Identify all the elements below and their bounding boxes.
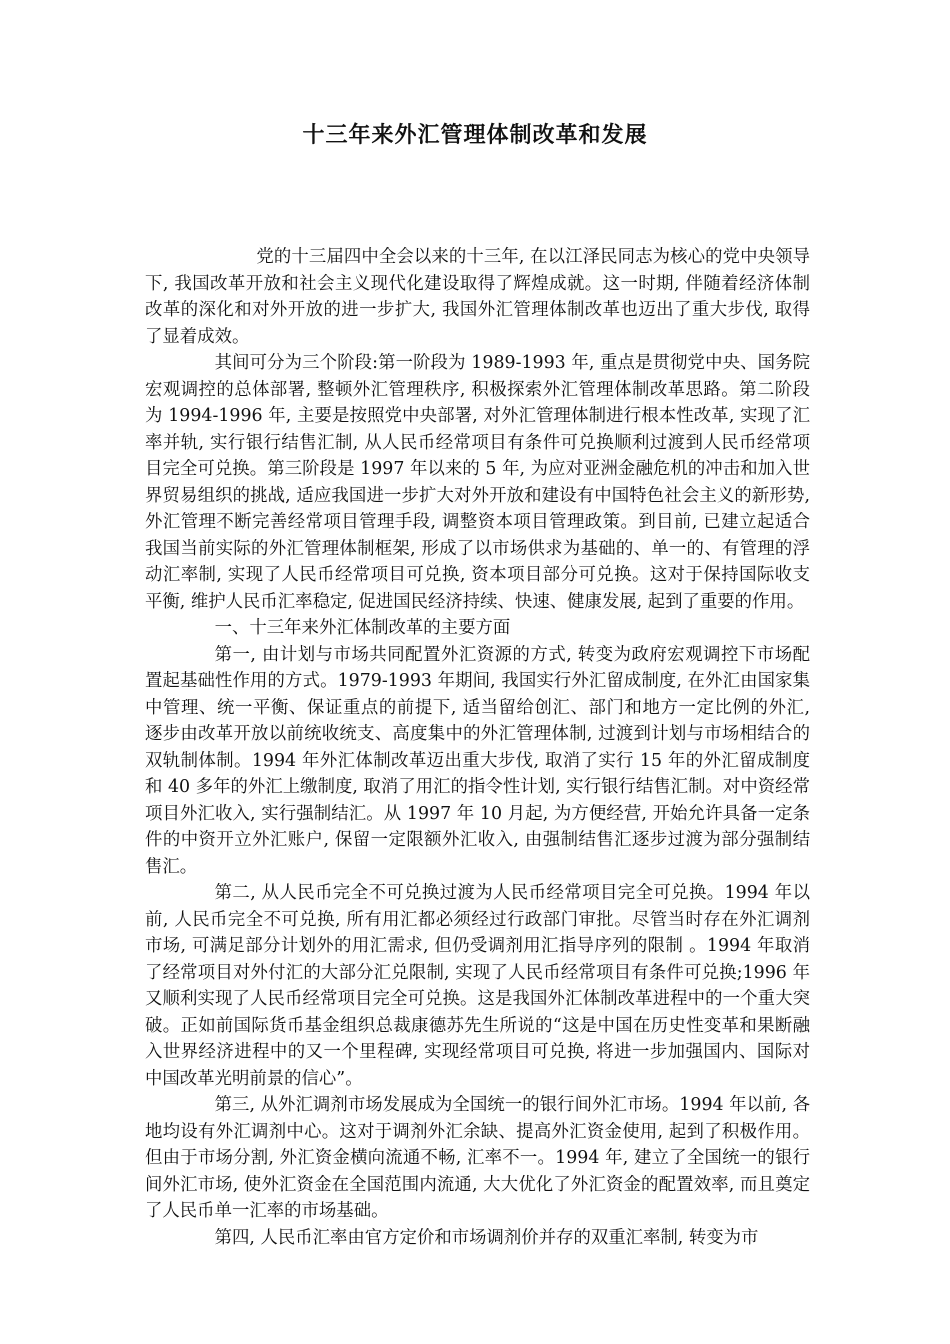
paragraph-stages: 其间可分为三个阶段:第一阶段为 1989-1993 年, 重点是贯彻党中央、国务院宏观调控的总体部署, 整顿外汇管理秩序, 积极探索外汇管理体制改革思路。第二阶段为 1994-1996 年, 主要是按照党中央部署, 对外汇管理体制进行根本性改革, 实现了汇率并轨, 实行银行结售汇制, 从人民币经常项目有条件可兑换顺利过渡到人民币经常项目完全可兑换。第三阶段是 1997 年以来的 5 年, 为应对亚洲金融危机的冲击和加入世界贸易组织的挑战, 适应我国进一步扩大对外开放和建设有中国特色社会主义的新形势, 外汇管理不断完善经常项目管理手段, 调整资本项目管理政策。到目前, 已建立起适合我国当前实际的外汇管理体制框架, 形成了以市场供求为基础的、单一的、有管理的浮动汇率制, 实现了人民币经常项目可兑换, 资本项目部分可兑换。这对于保持国际收支平衡, 维护人民币汇率稳定, 促进国民经济持续、快速、健康发展, 起到了重要的作用。 xyxy=(145,353,810,612)
section-heading: 一、十三年来外汇体制改革的主要方面 xyxy=(214,618,511,638)
paragraph-intro: 党的十三届四中全会以来的十三年, 在以江泽民同志为核心的党中央领导下, 我国改革开放和社会主义现代化建设取得了辉煌成就。这一时期, 伴随着经济体制改革的深化和对外开放的进一步扩大, 我国外汇管理体制改革也迈出了重大步伐, 取得了显着成效。 xyxy=(145,247,810,347)
document-title: 十三年来外汇管理体制改革和发展 xyxy=(302,123,648,148)
paragraph-second-point: 第二, 从人民币完全不可兑换过渡为人民币经常项目完全可兑换。1994 年以前, 人民币完全不可兑换, 所有用汇都必须经过行政部门审批。尽管当时存在外汇调剂市场, 可满足部分计划外的用汇需求, 但仍受调剂用汇指导序列的限制 。1994 年取消了经常项目对外付汇的大部分汇兑限制, 实现了人民币经常项目有条件可兑换;1996 年又顺利实现了人民币经常项目完全可兑换。这是我国外汇体制改革进程中的一个重大突破。正如前国际货币基金组织总裁康德苏先生所说的“这是中国在历史性变革和果断融入世界经济进程中的又一个里程碑, 实现经常项目可兑换, 将进一步加强国内、国际对中国改革光明前景的信心”。 xyxy=(145,883,810,1089)
paragraph-third-point: 第三, 从外汇调剂市场发展成为全国统一的银行间外汇市场。1994 年以前, 各地均设有外汇调剂中心。这对于调剂外汇余缺、提高外汇资金使用, 起到了积极作用。但由于市场分割, 外汇资金横向流通不畅, 汇率不一。1994 年, 建立了全国统一的银行间外汇市场, 使外汇资金在全国范围内流通, 大大优化了外汇资金的配置效率, 而且奠定了人民币单一汇率的市场基础。 xyxy=(145,1095,810,1221)
paragraph-first-point: 第一, 由计划与市场共同配置外汇资源的方式, 转变为政府宏观调控下市场配置起基础性作用的方式。1979-1993 年期间, 我国实行外汇留成制度, 在外汇由国家集中管理、统一平衡、保证重点的前提下, 适当留给创汇、部门和地方一定比例的外汇, 逐步由改革开放以前统收统支、高度集中的外汇管理体制, 过渡到计划与市场相结合的双轨制体制。1994 年外汇体制改革迈出重大步伐, 取消了实行 15 年的外汇留成制度和 40 多年的外汇上缴制度, 取消了用汇的指令性计划, 实行银行结售汇制。对中资经常项目外汇收入, 实行强制结汇。从 1997 年 10 月起, 为方便经营, 开始允许具备一定条件的中资开立外汇账户, 保留一定限额外汇收入, 由强制结售汇逐步过渡为部分强制结售汇。 xyxy=(145,644,810,877)
paragraph-fourth-point: 第四, 人民币汇率由官方定价和市场调剂价并存的双重汇率制, 转变为市 xyxy=(214,1227,759,1248)
document-body xyxy=(145,244,810,1251)
